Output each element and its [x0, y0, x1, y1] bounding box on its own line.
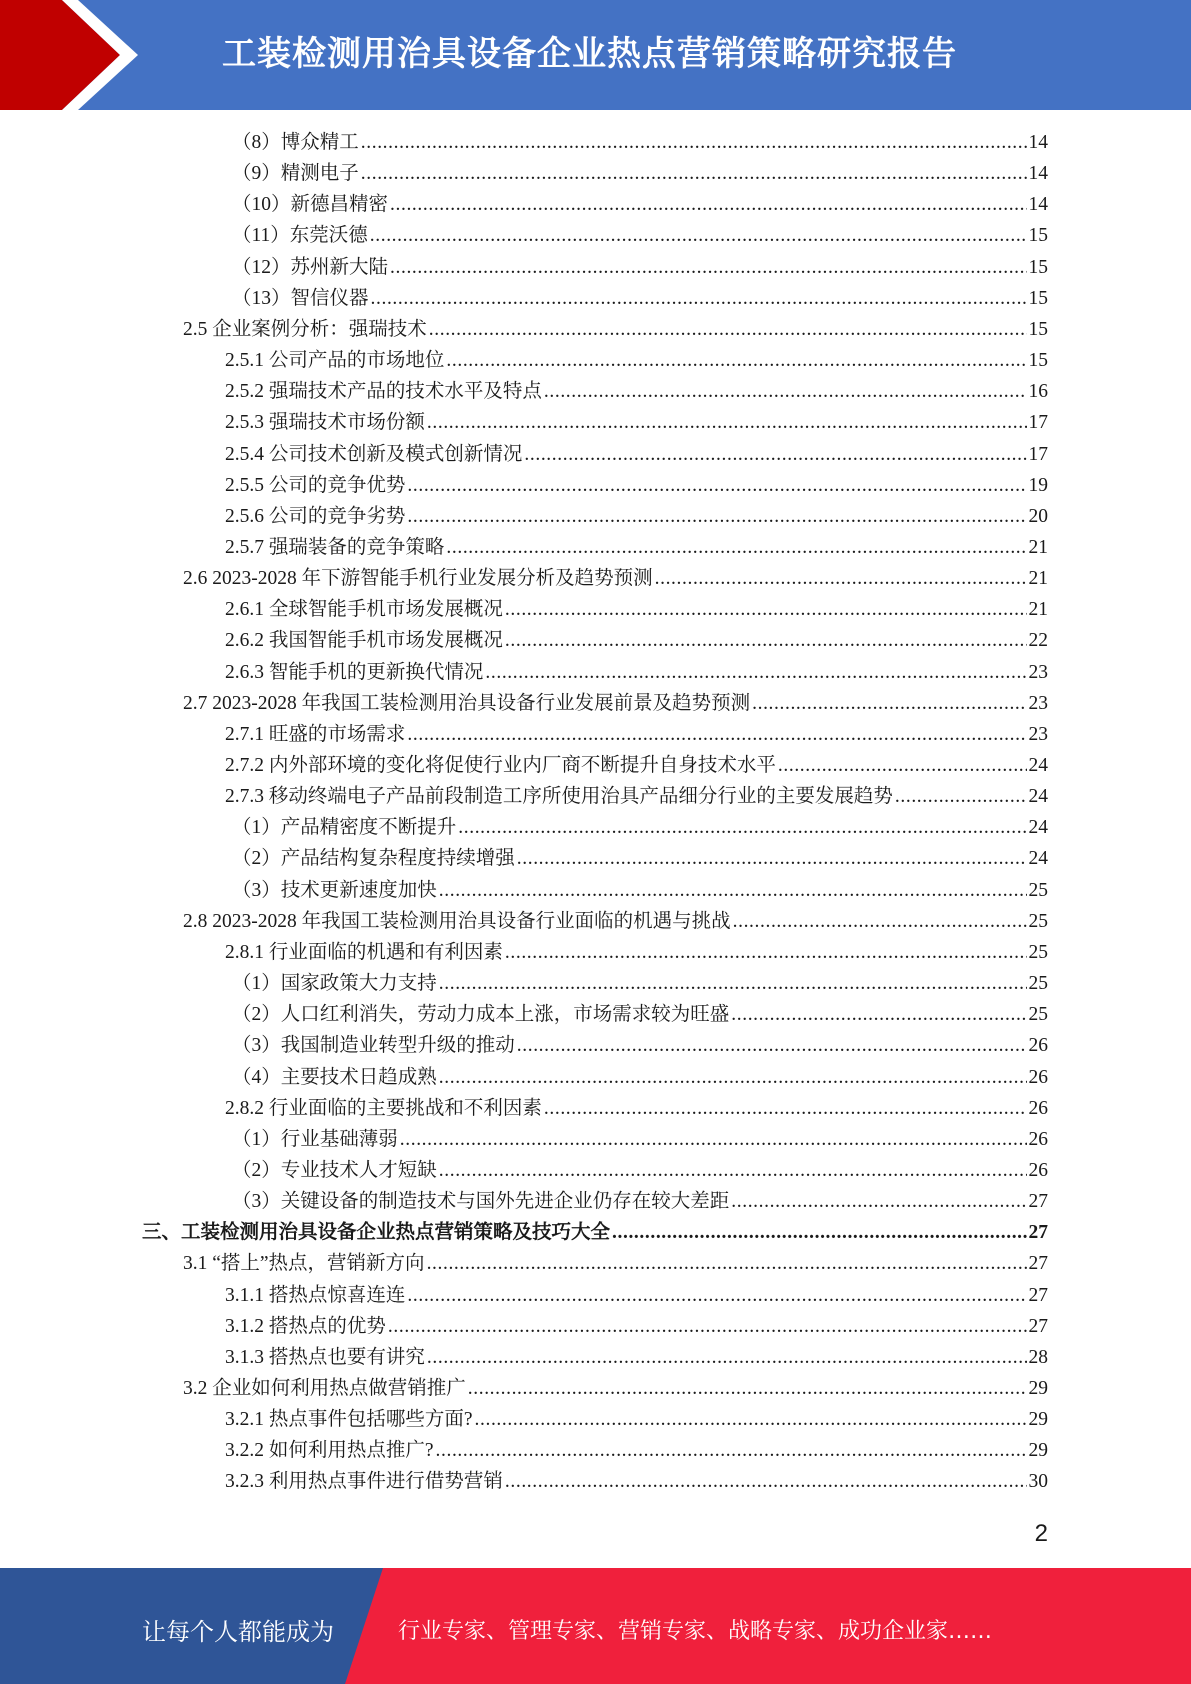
toc-entry-page: 23 — [1028, 723, 1048, 745]
toc-entry-page: 24 — [1028, 848, 1048, 870]
toc-entry-label: 2.6.1 全球智能手机市场发展概况 — [225, 599, 503, 621]
toc-entry[interactable] — [225, 1435, 1048, 1466]
toc-entry-label: 2.8 2023-2028 年我国工装检测用治具设备行业面临的机遇与挑战 — [183, 910, 731, 932]
toc-entry-label: 3.2.2 如何利用热点推广? — [225, 1440, 434, 1462]
toc-dot-leader — [390, 252, 1026, 283]
toc-dot-leader — [371, 283, 1027, 314]
toc-entry[interactable] — [225, 376, 1048, 407]
toc-entry-page: 15 — [1028, 350, 1048, 372]
toc-entry-label: 2.7.2 内外部环境的变化将促使行业内厂商不断提升自身技术水平 — [225, 755, 776, 776]
toc-dot-leader — [612, 1217, 1026, 1248]
toc-dot-leader — [544, 376, 1027, 407]
toc-entry-page: 20 — [1028, 505, 1048, 527]
toc-entry-page: 15 — [1028, 287, 1048, 309]
toc-entry[interactable] — [225, 1342, 1048, 1373]
toc-entry-page: 15 — [1028, 225, 1048, 247]
toc-entry-label: （10）新德昌精密 — [232, 194, 389, 216]
toc-entry[interactable] — [183, 1373, 1048, 1404]
toc-entry-label: （2）人口红利消失，劳动力成本上涨，市场需求较为旺盛 — [232, 1004, 730, 1026]
toc-entry-page: 29 — [1028, 1440, 1048, 1462]
toc-dot-leader — [475, 1404, 1027, 1435]
toc-dot-leader — [407, 470, 1026, 501]
toc-dot-leader — [439, 875, 1027, 906]
toc-entry-page: 27 — [1028, 1315, 1048, 1337]
toc-entry-label: 2.5.3 强瑞技术市场份额 — [225, 412, 425, 434]
page-header — [0, 0, 1191, 110]
toc-entry-label: 2.5.2 强瑞技术产品的技术水平及特点 — [225, 381, 542, 403]
toc-entry-label: （9）精测电子 — [232, 163, 359, 185]
toc-entry-page: 22 — [1028, 630, 1048, 652]
toc-dot-leader — [544, 1093, 1027, 1124]
toc-entry-label: 3.1 “搭上”热点，营销新方向 — [183, 1253, 425, 1275]
toc-entry-page: 27 — [1028, 1284, 1048, 1306]
toc-entry[interactable] — [232, 875, 1048, 906]
toc-entry[interactable] — [225, 657, 1048, 688]
toc-entry-label: 2.6.3 智能手机的更新换代情况 — [225, 661, 484, 683]
toc-dot-leader — [517, 1030, 1027, 1061]
toc-entry-label: （13）智信仪器 — [232, 287, 369, 309]
toc-entry-label: 2.6 2023-2028 年下游智能手机行业发展分析及趋势预测 — [183, 568, 653, 590]
toc-entry-page: 14 — [1028, 163, 1048, 185]
toc-entry[interactable] — [232, 1030, 1048, 1061]
toc-entry-page: 29 — [1028, 1378, 1048, 1399]
toc-entry[interactable] — [225, 1280, 1048, 1311]
toc-entry-page: 24 — [1028, 755, 1048, 776]
toc-entry-page: 29 — [1028, 1409, 1048, 1431]
toc-dot-leader — [468, 1373, 1027, 1404]
footer-slogan-right: 行业专家、管理专家、营销专家、战略专家、成功企业家…… — [398, 1619, 993, 1644]
toc-dot-leader — [485, 657, 1026, 688]
toc-dot-leader — [778, 750, 1027, 781]
toc-entry[interactable] — [183, 563, 1048, 594]
page-number: 2 — [1034, 1520, 1048, 1547]
toc-entry-label: 2.7 2023-2028 年我国工装检测用治具设备行业发展前景及趋势预测 — [183, 692, 751, 714]
toc-entry-page: 17 — [1028, 412, 1048, 434]
toc-dot-leader — [429, 314, 1027, 345]
toc-entry-label: 3.2.1 热点事件包括哪些方面? — [225, 1409, 473, 1431]
toc-entry[interactable] — [225, 470, 1048, 501]
toc-entry-page: 15 — [1028, 256, 1048, 278]
toc-entry[interactable] — [225, 407, 1048, 438]
toc-entry-label: 三、工装检测用治具设备企业热点营销策略及技巧大全 — [142, 1222, 611, 1244]
toc-entry-label: 2.5.1 公司产品的市场地位 — [225, 350, 445, 372]
report-title: 工装检测用治具设备企业热点营销策略研究报告 — [222, 34, 957, 74]
toc-entry[interactable] — [225, 532, 1048, 563]
toc-entry[interactable] — [225, 1404, 1048, 1435]
toc-entry[interactable] — [232, 999, 1048, 1030]
toc-dot-leader — [400, 1124, 1027, 1155]
toc-entry[interactable] — [142, 1217, 1048, 1248]
toc-entry[interactable] — [232, 283, 1048, 314]
toc-entry-label: （11）东莞沃德 — [232, 225, 368, 247]
toc-entry[interactable] — [232, 843, 1048, 874]
toc-dot-leader — [439, 1062, 1027, 1093]
toc-entry-label: 2.5.7 强瑞装备的竞争策略 — [225, 536, 445, 558]
toc-entry[interactable] — [225, 594, 1048, 625]
toc-entry-label: （4）主要技术日趋成熟 — [232, 1066, 437, 1088]
toc-entry-label: 3.1.2 搭热点的优势 — [225, 1315, 386, 1337]
toc-entry-label: 2.7.3 移动终端电子产品前段制造工序所使用治具产品细分行业的主要发展趋势 — [225, 786, 893, 808]
toc-entry-page: 26 — [1028, 1066, 1048, 1088]
toc-dot-leader — [427, 1342, 1027, 1373]
toc-entry-page: 14 — [1028, 132, 1048, 153]
toc-entry[interactable] — [225, 937, 1048, 968]
toc-entry[interactable] — [225, 781, 1048, 812]
toc-dot-leader — [458, 812, 1026, 843]
toc-dot-leader — [370, 220, 1027, 251]
toc-dot-leader — [361, 127, 1027, 158]
toc-entry-page: 27 — [1028, 1253, 1048, 1275]
toc-entry[interactable] — [225, 439, 1048, 470]
toc-dot-leader — [446, 532, 1026, 563]
toc-dot-leader — [895, 781, 1027, 812]
toc-entry-label: （3）我国制造业转型升级的推动 — [232, 1035, 515, 1057]
toc-entry-label: 2.6.2 我国智能手机市场发展概况 — [225, 630, 503, 652]
toc-entry[interactable] — [232, 1155, 1048, 1186]
toc-dot-leader — [517, 843, 1027, 874]
toc-entry[interactable] — [232, 189, 1048, 220]
toc-dot-leader — [731, 999, 1026, 1030]
toc-entry-page: 23 — [1028, 661, 1048, 683]
toc-entry-page: 21 — [1028, 599, 1048, 621]
toc-entry[interactable] — [225, 625, 1048, 656]
toc-entry[interactable] — [232, 1062, 1048, 1093]
toc-entry-page: 24 — [1028, 786, 1048, 808]
toc-entry-page: 24 — [1028, 817, 1048, 839]
toc-entry[interactable] — [232, 1186, 1048, 1217]
toc-entry[interactable] — [232, 158, 1048, 189]
toc-entry[interactable] — [225, 750, 1048, 781]
toc-entry-page: 26 — [1028, 1097, 1048, 1119]
toc-dot-leader — [655, 563, 1027, 594]
toc-dot-leader — [407, 719, 1026, 750]
toc-dot-leader — [733, 906, 1027, 937]
toc-entry[interactable] — [225, 1093, 1048, 1124]
toc-entry-page: 26 — [1028, 1128, 1048, 1150]
toc-dot-leader — [390, 189, 1026, 220]
toc-entry-label: （2）产品结构复杂程度持续增强 — [232, 848, 515, 870]
toc-dot-leader — [436, 1435, 1027, 1466]
toc-entry-page: 19 — [1028, 474, 1048, 496]
toc-entry[interactable] — [232, 127, 1048, 158]
toc-entry-label: 2.5.4 公司技术创新及模式创新情况 — [225, 443, 523, 465]
toc-dot-leader — [407, 501, 1026, 532]
toc-dot-leader — [505, 1466, 1027, 1497]
toc-entry-page: 21 — [1028, 536, 1048, 558]
toc-dot-leader — [524, 439, 1026, 470]
toc-entry[interactable] — [183, 688, 1048, 719]
toc-dot-leader — [505, 594, 1027, 625]
toc-entry-label: 3.2 企业如何利用热点做营销推广 — [183, 1378, 466, 1399]
toc-dot-leader — [731, 1186, 1026, 1217]
toc-entry-label: 2.5 企业案例分析：强瑞技术 — [183, 318, 427, 340]
toc-dot-leader — [427, 407, 1027, 438]
toc-dot-leader — [439, 1155, 1027, 1186]
toc-entry-page: 27 — [1028, 1191, 1048, 1213]
toc-entry[interactable] — [232, 252, 1048, 283]
toc-entry[interactable] — [183, 1248, 1048, 1279]
toc-entry-page: 28 — [1028, 1346, 1048, 1368]
toc-dot-leader — [439, 968, 1027, 999]
toc-entry[interactable] — [232, 968, 1048, 999]
toc-dot-leader — [446, 345, 1026, 376]
toc-entry-label: （1）产品精密度不断提升 — [232, 817, 457, 839]
toc-entry-label: 2.5.5 公司的竞争优势 — [225, 474, 406, 496]
toc-entry-page: 26 — [1028, 1035, 1048, 1057]
toc-dot-leader — [388, 1311, 1027, 1342]
toc-entry[interactable] — [225, 1466, 1048, 1497]
toc-entry[interactable] — [232, 812, 1048, 843]
toc-entry-page: 25 — [1028, 973, 1048, 995]
footer-slogan-left: 让每个人都能成为 — [142, 1618, 334, 1646]
toc-entry-label: （12）苏州新大陆 — [232, 256, 389, 278]
toc-entry-label: （3）关键设备的制造技术与国外先进企业仍存在较大差距 — [232, 1191, 730, 1213]
toc-entry-page: 25 — [1028, 941, 1048, 963]
toc-entry-label: （3）技术更新速度加快 — [232, 879, 437, 901]
toc-dot-leader — [752, 688, 1026, 719]
toc-entry[interactable] — [225, 501, 1048, 532]
toc-entry-page: 21 — [1028, 568, 1048, 590]
header-arrow-decoration — [0, 0, 160, 110]
toc-entry-page: 23 — [1028, 692, 1048, 714]
toc-entry-label: 3.1.1 搭热点惊喜连连 — [225, 1284, 406, 1306]
toc-dot-leader — [407, 1280, 1026, 1311]
toc-entry-page: 27 — [1028, 1222, 1048, 1244]
toc-entry-page: 26 — [1028, 1159, 1048, 1181]
toc-entry-label: 2.5.6 公司的竞争劣势 — [225, 505, 406, 527]
toc-entry-page: 16 — [1028, 381, 1048, 403]
toc-dot-leader — [505, 625, 1027, 656]
toc-entry[interactable] — [225, 719, 1048, 750]
toc-entry-label: （8）博众精工 — [232, 132, 359, 153]
toc-entry-label: 3.2.3 利用热点事件进行借势营销 — [225, 1471, 503, 1493]
toc-entry-page: 14 — [1028, 194, 1048, 216]
toc-entry-page: 25 — [1028, 879, 1048, 901]
toc-dot-leader — [361, 158, 1027, 189]
toc-entry-page: 15 — [1028, 318, 1048, 340]
toc-entry[interactable] — [232, 220, 1048, 251]
toc-entry[interactable] — [225, 345, 1048, 376]
toc-entry-label: 3.1.3 搭热点也要有讲究 — [225, 1346, 425, 1368]
toc-entry-label: 2.7.1 旺盛的市场需求 — [225, 723, 406, 745]
toc-entry[interactable] — [232, 1124, 1048, 1155]
toc-entry-label: 2.8.1 行业面临的机遇和有利因素 — [225, 941, 503, 963]
toc-entry-page: 30 — [1028, 1471, 1048, 1493]
toc-entry-page: 17 — [1028, 443, 1048, 465]
toc-dot-leader — [427, 1248, 1027, 1279]
toc-entry-label: （2）专业技术人才短缺 — [232, 1159, 437, 1181]
toc-entry[interactable] — [183, 314, 1048, 345]
toc-entry-page: 25 — [1028, 1004, 1048, 1026]
toc-entry-label: （1）行业基础薄弱 — [232, 1128, 398, 1150]
toc-entry-label: 2.8.2 行业面临的主要挑战和不利因素 — [225, 1097, 542, 1119]
toc-entry-page: 25 — [1028, 910, 1048, 932]
toc-entry-label: （1）国家政策大力支持 — [232, 973, 437, 995]
toc-entry[interactable] — [225, 1311, 1048, 1342]
toc-entry[interactable] — [183, 906, 1048, 937]
page-footer — [0, 1568, 1191, 1684]
toc-dot-leader — [505, 937, 1027, 968]
